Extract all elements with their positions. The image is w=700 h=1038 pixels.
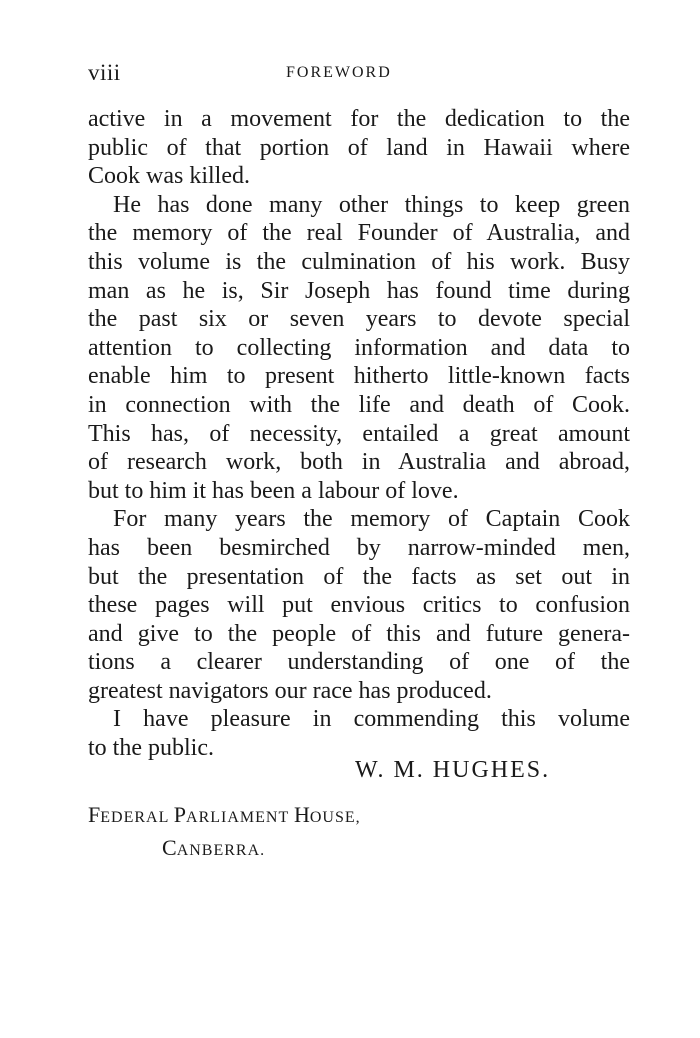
text-line: Cook was killed. <box>88 163 250 190</box>
text-line: this volume is the culmination of his work. Busy <box>88 248 630 275</box>
body-text <box>88 105 630 763</box>
address-line-city <box>88 833 361 866</box>
text-line: For many years the memory of Captain Cook <box>113 506 630 533</box>
text-line: enable him to present hitherto little-known facts <box>88 363 630 390</box>
text-line: tions a clearer understanding of one of the <box>88 649 630 676</box>
small-cap-text: OUSE, <box>309 809 361 826</box>
address-block <box>88 800 361 866</box>
small-cap-initial: C <box>162 835 177 860</box>
small-cap-text: ARLIAMENT <box>186 809 294 826</box>
text-line: to the public. <box>88 735 214 762</box>
text-line: active in a movement for the dedication to the <box>88 106 630 132</box>
text-line: but to him it has been a labour of love. <box>88 477 459 504</box>
text-line: He has done many other things to keep green <box>113 191 630 218</box>
text-line: has been besmirched by narrow-minded men, <box>88 534 630 561</box>
text-line: of research work, both in Australia and abroad, <box>88 449 630 476</box>
text-line: in connection with the life and death of Cook. <box>88 391 630 418</box>
small-cap-text: EDERAL <box>100 809 174 826</box>
text-line: the past six or seven years to devote special <box>88 306 630 333</box>
signature: W. M. HUGHES. <box>355 757 551 783</box>
text-line: public of that portion of land in Hawaii where <box>88 134 630 161</box>
text-line: I have pleasure in commending this volume <box>113 706 630 733</box>
address-line-parliament <box>88 800 361 833</box>
text-line: but the presentation of the facts as set out in <box>88 563 630 590</box>
running-title: FOREWORD <box>286 64 392 81</box>
small-cap-initial: F <box>88 802 101 827</box>
text-line: attention to collecting information and data to <box>88 334 630 361</box>
small-cap-text: ANBERRA. <box>176 842 266 859</box>
text-line: greatest navigators our race has produced. <box>88 677 492 704</box>
running-head <box>88 60 628 90</box>
text-line: these pages will put envious critics to confusion <box>88 592 630 619</box>
text-line: man as he is, Sir Joseph has found time during <box>88 277 630 304</box>
text-line: and give to the people of this and future genera- <box>88 620 630 647</box>
text-line: This has, of necessity, entailed a great amount <box>88 420 630 447</box>
text-line: the memory of the real Founder of Australia, and <box>88 220 630 247</box>
small-cap-initial: H <box>293 802 310 827</box>
page-number: viii <box>88 60 121 85</box>
small-cap-initial: P <box>173 802 187 827</box>
